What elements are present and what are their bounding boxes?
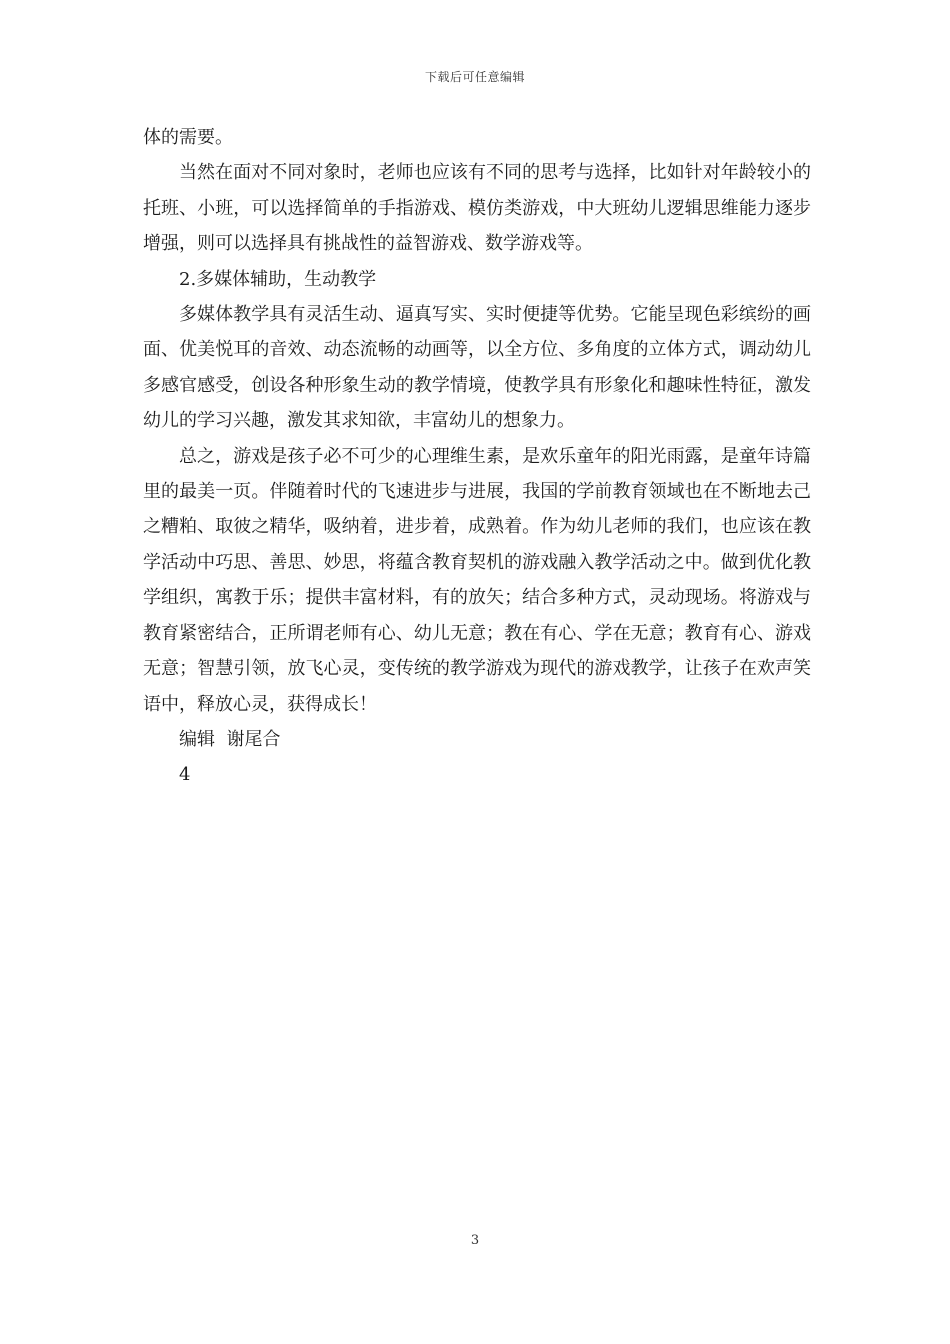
page-number: 3 <box>470 1233 480 1248</box>
paragraph-multimedia: 多媒体教学具有灵活生动、逼真写实、实时便捷等优势。它能呈现色彩缤纷的画面、优美悦耳的音效、动态流畅的动画等，以全方位、多角度的立体方式，调动幼儿多感官感受，创设各种形象生动的教学情境，使教学具有形象化和趣味性特征，激发幼儿的学习兴趣，激发其求知欲，丰富幼儿的想象力。 <box>143 304 811 432</box>
trailing-number: 4 <box>179 764 191 786</box>
document-body <box>143 120 811 793</box>
paragraph-age-selection: 当然在面对不同对象时，老师也应该有不同的思考与选择，比如针对年龄较小的托班、小班，可以选择简单的手指游戏、模仿类游戏，中大班幼儿逻辑思维能力逐步增强，则可以选择具有挑战性的益智游戏、数学游戏等。 <box>143 162 811 255</box>
section-heading-multimedia: 2.多媒体辅助，生动教学 <box>179 268 377 290</box>
paragraph-conclusion: 总之，游戏是孩子必不可少的心理维生素，是欢乐童年的阳光雨露，是童年诗篇里的最美一页。伴随着时代的飞速进步与进展，我国的学前教育领域也在不断地去己之糟粕、取彼之精华，吸纳着，进步着，成熟着。作为幼儿老师的我们，也应该在教学活动中巧思、善思、妙思，将蕴含教育契机的游戏融入教学活动之中。做到优化教学组织，寓教于乐；提供丰富材料，有的放矢；结合多种方式，灵动现场。将游戏与教育紧密结合，正所谓老师有心、幼儿无意；教在有心、学在无意；教育有心、游戏无意；智慧引领，放飞心灵，变传统的教学游戏为现代的游戏教学，让孩子在欢声笑语中，释放心灵，获得成长！ <box>143 445 811 715</box>
page-header: 下载后可任意编辑 <box>424 70 525 84</box>
editor-line: 编辑 谢尾合 <box>179 728 281 750</box>
paragraph-continuation: 体的需要。 <box>143 127 233 148</box>
